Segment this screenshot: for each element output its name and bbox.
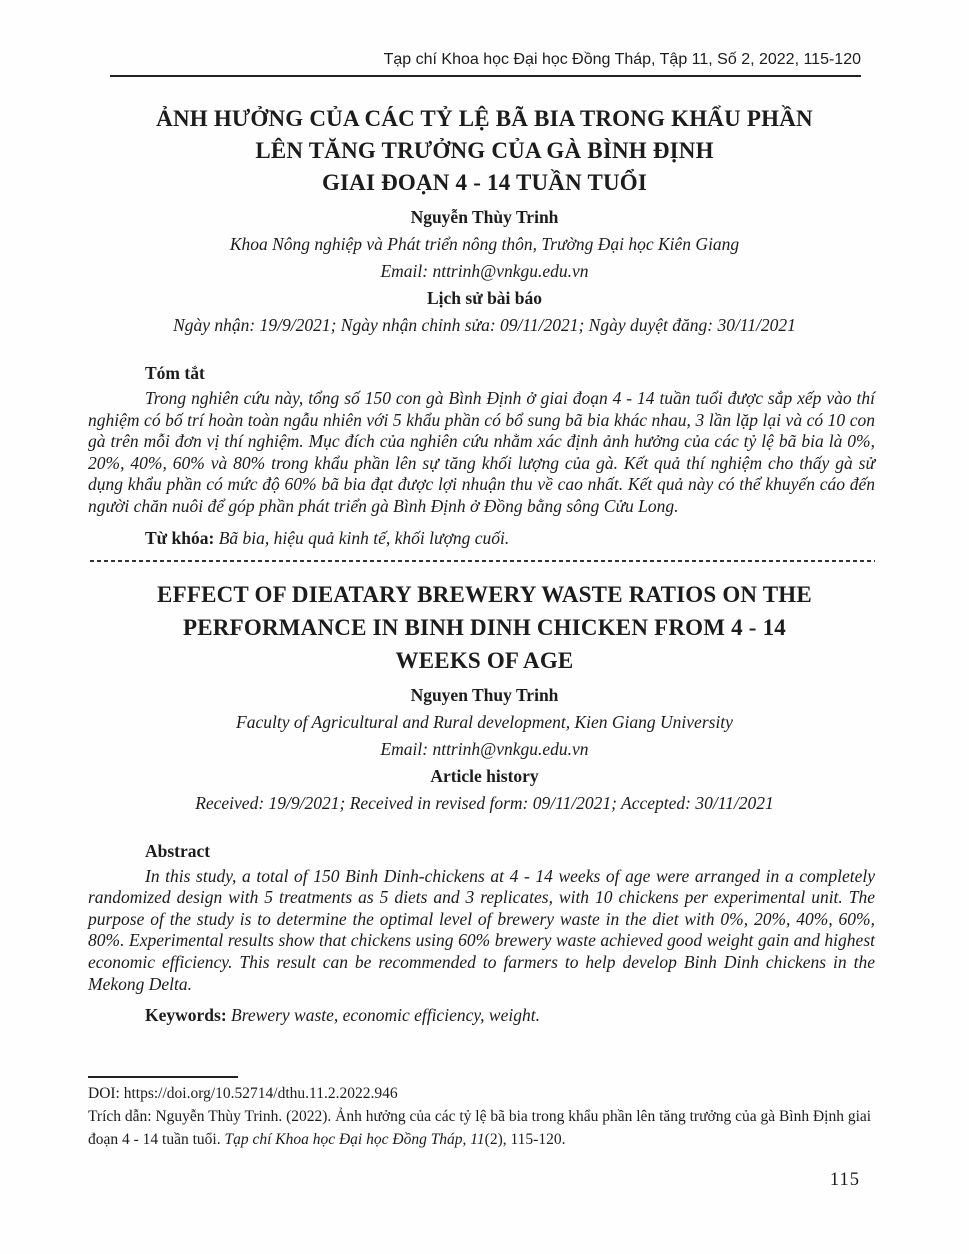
- en-keywords-label: Keywords:: [145, 1005, 227, 1026]
- citation-journal-name: Tạp chí Khoa học Đại học Đồng Tháp, 11: [224, 1131, 485, 1148]
- en-title-line-3: WEEKS OF AGE: [395, 647, 574, 673]
- vi-title-line-3: GIAI ĐOẠN 4 - 14 TUẦN TUỔI: [321, 170, 648, 195]
- vi-article-history-label: Lịch sử bài báo: [426, 288, 543, 308]
- citation-suffix: (2), 115-120.: [484, 1131, 566, 1148]
- vi-email: Email: nttrinh@vnkgu.edu.vn: [380, 261, 589, 281]
- page-number: 115: [829, 1170, 860, 1190]
- en-keywords-line: [88, 1004, 875, 1026]
- running-head: [110, 50, 861, 70]
- english-title: [60, 578, 909, 677]
- footnote-block: [88, 1076, 875, 1151]
- vi-author: Nguyễn Thùy Trinh: [410, 207, 559, 227]
- header-rule: [110, 75, 861, 77]
- vietnamese-title: [60, 103, 909, 199]
- vi-keywords-text: Bã bia, hiệu quả kinh tế, khối lượng cuối.: [218, 527, 510, 548]
- citation-prefix: Trích dẫn: Nguyễn Thùy Trinh. (2022). Ảnh hưởng của các tỷ lệ bã bia trong khẩu phần lên tăng trưởng của gà Bình Định giai đoạn 4 - 14 tuần tuổi.: [88, 1108, 872, 1148]
- vi-affiliation: Khoa Nông nghiệp và Phát triển nông thôn, Trường Đại học Kiên Giang: [229, 234, 740, 254]
- en-title-line-2: PERFORMANCE IN BINH DINH CHICKEN FROM 4 - 14: [183, 614, 786, 640]
- en-affiliation: Faculty of Agricultural and Rural development, Kien Giang University: [236, 711, 733, 732]
- en-article-history-dates: Received: 19/9/2021; Received in revised form: 09/11/2021; Accepted: 30/11/2021: [195, 792, 774, 813]
- vi-abstract-text: Trong nghiên cứu này, tổng số 150 con gà Bình Định ở giai đoạn 4 - 14 tuần tuổi được sắp xếp vào thí nghiệm có bố trí hoàn toàn ngẫu nhiên với 5 khẩu phần có bổ sung bã bia khác nhau, 3 lần lặp lại và có 10 con gà trên mỗi đơn vị thí nghiệm. Mục đích của nghiên cứu nhằm xác định ảnh hưởng của các tỷ lệ bã bia là 0%, 20%, 40%, 60% và 80% trong khẩu phần lên sự tăng khối lượng của gà. Kết quả thí nghiệm cho thấy gà sử dụng khẩu phần có mức độ 60% bã bia đạt được lợi nhuận thu về cao nhất. Kết quả này có thể khuyến cáo đến người chăn nuôi để góp phần phát triển gà Bình Định ở Đồng bằng sông Cửu Long.: [88, 388, 875, 516]
- journal-header-text: Tạp chí Khoa học Đại học Đồng Tháp, Tập 11, Số 2, 2022, 115-120: [383, 51, 861, 68]
- en-email: Email: nttrinh@vnkgu.edu.vn: [380, 738, 589, 759]
- en-abstract-text: In this study, a total of 150 Binh Dinh-chickens at 4 - 14 weeks of age were arranged in a completely randomized design with 5 treatments as 5 diets and 3 replicates, with 10 chickens per experimental unit. The purpose of the study is to determine the optimal level of brewery waste in the diet with 0%, 20%, 40%, 60%, 80%. Experimental results show that chickens using 60% brewery waste achieved good weight gain and highest economic efficiency. This result can be recommended to farmers to help develop Binh Dinh chickens in the Mekong Delta.: [88, 865, 875, 994]
- vi-keywords-line: [88, 527, 875, 549]
- en-abstract-label: Abstract: [145, 840, 211, 861]
- vi-title-line-2: LÊN TĂNG TRƯỞNG CỦA GÀ BÌNH ĐỊNH: [255, 138, 714, 163]
- vi-article-history-dates: Ngày nhận: 19/9/2021; Ngày nhận chỉnh sửa: 09/11/2021; Ngày duyệt đăng: 30/11/2021: [173, 315, 796, 335]
- vi-title-line-1: ẢNH HƯỞNG CỦA CÁC TỶ LỆ BÃ BIA TRONG KHẨU PHẦN: [156, 106, 813, 131]
- vi-keywords-label: Từ khóa:: [145, 527, 215, 548]
- footnote-rule: [88, 1076, 238, 1078]
- en-title-line-1: EFFECT OF DIEATARY BREWERY WASTE RATIOS ON THE: [157, 581, 812, 607]
- citation-line: [88, 1105, 875, 1151]
- en-keywords-text: Brewery waste, economic efficiency, weight.: [231, 1005, 540, 1026]
- en-article-history-label: Article history: [430, 765, 539, 786]
- doi-line: DOI: https://doi.org/10.52714/dthu.11.2.2022.946: [88, 1085, 398, 1102]
- en-author: Nguyen Thuy Trinh: [410, 684, 559, 705]
- vi-abstract-label: Tóm tắt: [145, 363, 205, 383]
- section-separator: [90, 560, 875, 562]
